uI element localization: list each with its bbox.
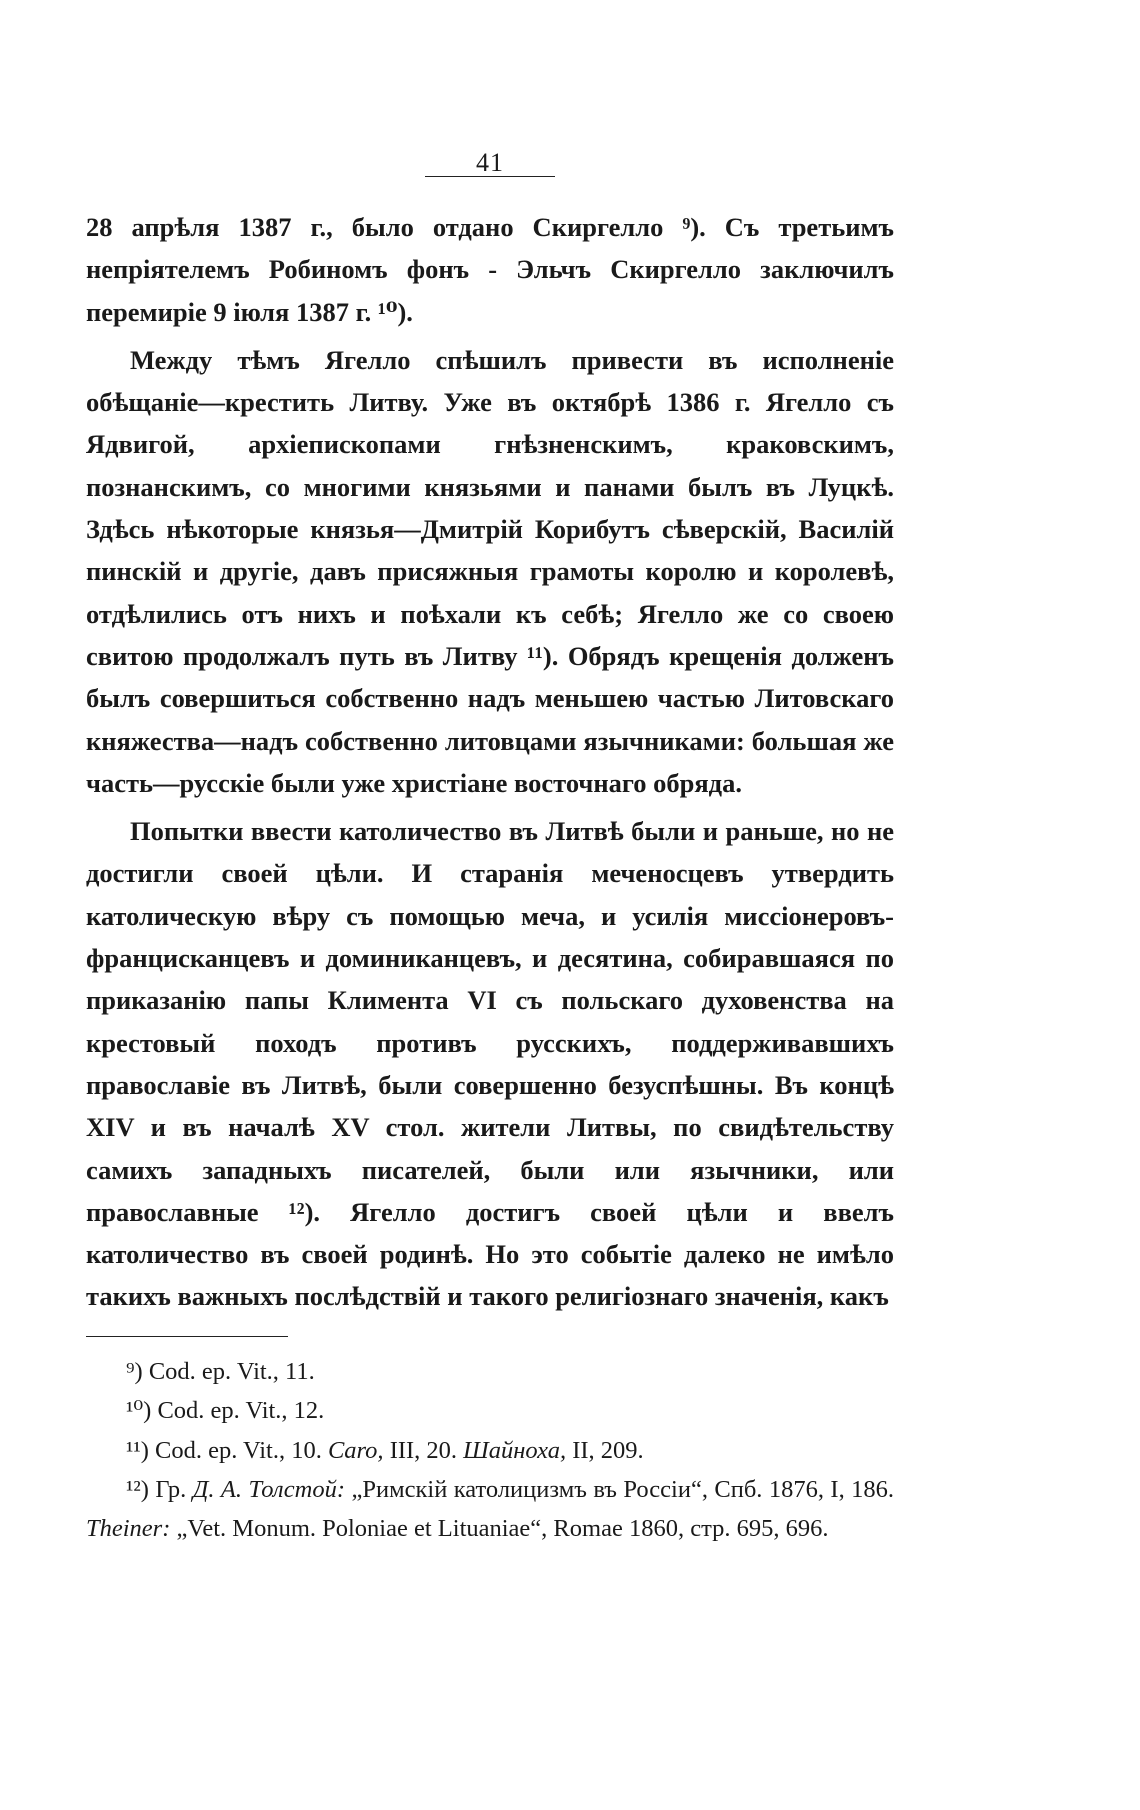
- main-text: [86, 206, 894, 1318]
- footnote-mark: ¹²): [126, 1475, 149, 1503]
- footnote-text: „Римскій католицизмъ въ Россіи“, Спб. 1876, I, 186.: [351, 1475, 895, 1503]
- footnote-text: Cod. ep. Vit., 10.: [154, 1436, 322, 1464]
- footnote-separator: [86, 1336, 288, 1337]
- footnote-text: Cod. ep. Vit., 12.: [157, 1397, 325, 1425]
- footnote-9: [86, 1352, 894, 1391]
- paragraph-1: 28 апрѣля 1387 г., было отдано Скиргелло ⁹). Съ третьимъ непріятелемъ Робиномъ фонъ - Эльчъ Скиргелло заключилъ перемиріе 9 іюля 1387 г. ¹⁰).: [86, 212, 894, 327]
- paragraph-2: Между тѣмъ Ягелло спѣшилъ привести въ исполненіе обѣщаніе—крестить Литву. Уже въ октябрѣ 1386 г. Ягелло съ Ядвигой, архіепископами гнѣзненскимъ, краковскимъ, познанскимъ, со многими князьями и панами былъ въ Луцкѣ. Здѣсь нѣкоторые князья—Дмитрій Корибутъ сѣверскій, Василій пинскій и другіе, давъ присяжныя грамоты королю и королевѣ, отдѣлились отъ нихъ и поѣхали къ себѣ; Ягелло же со своею свитою продолжалъ путь въ Литву ¹¹). Обрядъ крещенія долженъ былъ совершиться собственно надъ меньшею частью Литовскаго княжества—надъ собственно литовцами язычниками: большая же часть—русскіе были уже христіане восточнаго обряда.: [86, 344, 894, 798]
- footnote-mark: ⁹): [126, 1358, 143, 1385]
- footnote-text: „Vet. Monum. Poloniae et Lituaniae“, Romae 1860, стр. 695, 696.: [176, 1515, 829, 1543]
- footnote-text: III, 20.: [389, 1436, 458, 1464]
- page-number: 41: [476, 148, 504, 177]
- footnote-author: Theiner:: [86, 1515, 171, 1543]
- footnote-11: [86, 1431, 894, 1470]
- paragraph-3: Попытки ввести католичество въ Литвѣ были и раньше, но не достигли своей цѣли. И старанія меченосцевъ утвердить католическую вѣру съ помощью меча, и усилія миссіонеровъ-францисканцевъ и доминиканцевъ, и десятина, собиравшаяся по приказанію папы Климента VI съ польскаго духовенства на крестовый походъ противъ русскихъ, поддерживавшихъ православіе въ Литвѣ, были совершенно безуспѣшны. Въ концѣ XIV и въ началѣ XV стол. жители Литвы, по свидѣтельству самихъ западныхъ писателей, были или язычники, или православные ¹²). Ягелло достигъ своей цѣли и ввелъ католичество въ своей родинѣ. Но это событіе далеко не имѣло такихъ важныхъ послѣдствій и такого религіознаго значенія, какъ: [86, 816, 894, 1312]
- footnote-author: Д. А. Толстой:: [192, 1475, 346, 1503]
- footnotes: [86, 1352, 894, 1548]
- footnote-text: Гр.: [155, 1475, 187, 1503]
- page-number-rule: [425, 176, 555, 177]
- footnote-mark: ¹⁰): [126, 1397, 152, 1425]
- footnote-10: [86, 1391, 894, 1430]
- footnote-author: Шайноха,: [463, 1436, 567, 1464]
- footnote-mark: ¹¹): [126, 1436, 149, 1464]
- footnote-text: II, 209.: [572, 1436, 644, 1464]
- footnote-author: Caro,: [327, 1436, 384, 1464]
- footnote-12: [86, 1470, 894, 1549]
- footnote-text: Cod. ep. Vit., 11.: [148, 1358, 315, 1385]
